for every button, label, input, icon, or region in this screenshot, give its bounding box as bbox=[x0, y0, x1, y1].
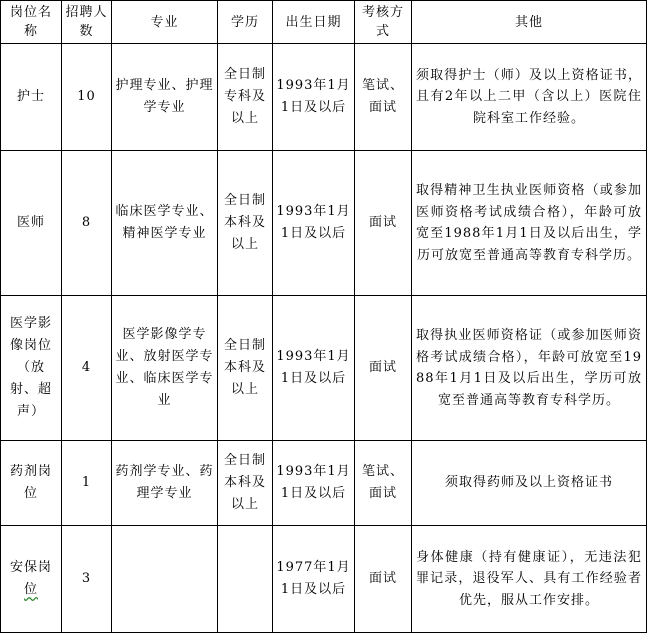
cell-exam: 笔试、面试 bbox=[355, 441, 412, 526]
cell-other: 取得精神卫生执业医师资格（或参加医师资格考试成绩合格），年龄可放宽至1988年1月1日及以后出生，学历可放宽至普通高等教育专科学历。 bbox=[412, 151, 647, 296]
header-count: 招聘人数 bbox=[62, 1, 112, 44]
cell-major bbox=[112, 526, 218, 633]
header-row bbox=[1, 1, 647, 44]
cell-major: 临床医学专业、精神医学专业 bbox=[112, 151, 218, 296]
cell-position: 医学影像岗位（放射、超声） bbox=[1, 296, 62, 441]
cell-other: 须取得药师及以上资格证书 bbox=[412, 441, 647, 526]
cell-birth: 1993年1月1日及以后 bbox=[273, 44, 355, 151]
cell-education: 全日制本科及以上 bbox=[218, 441, 273, 526]
cell-count: 10 bbox=[62, 44, 112, 151]
cell-position-main: 安保岗 bbox=[9, 560, 52, 575]
cell-other: 须取得护士（师）及以上资格证书，且有2年以上二甲（含以上）医院住院科室工作经验。 bbox=[412, 44, 647, 151]
cell-major: 医学影像学专业、放射医学专业、临床医学专业 bbox=[112, 296, 218, 441]
table-row-nurse bbox=[1, 44, 647, 151]
header-education: 学历 bbox=[218, 1, 273, 44]
cell-education: 全日制专科及以上 bbox=[218, 44, 273, 151]
cell-exam: 笔试、面试 bbox=[355, 44, 412, 151]
cell-count: 4 bbox=[62, 296, 112, 441]
cell-exam: 面试 bbox=[355, 526, 412, 633]
cell-birth: 1993年1月1日及以后 bbox=[273, 441, 355, 526]
cell-count: 3 bbox=[62, 526, 112, 633]
cell-education bbox=[218, 526, 273, 633]
header-birth: 出生日期 bbox=[273, 1, 355, 44]
cell-position: 药剂岗位 bbox=[1, 441, 62, 526]
cell-count: 1 bbox=[62, 441, 112, 526]
cell-education: 全日制本科及以上 bbox=[218, 296, 273, 441]
header-major: 专业 bbox=[112, 1, 218, 44]
header-position: 岗位名称 bbox=[1, 1, 62, 44]
cell-exam: 面试 bbox=[355, 296, 412, 441]
table-row-physician bbox=[1, 151, 647, 296]
cell-exam: 面试 bbox=[355, 151, 412, 296]
cell-position bbox=[1, 526, 62, 633]
table-row-imaging bbox=[1, 296, 647, 441]
cell-major: 药剂学专业、药理学专业 bbox=[112, 441, 218, 526]
cell-position-marked: 位 bbox=[23, 582, 38, 597]
cell-birth: 1977年1月1日及以后 bbox=[273, 526, 355, 633]
table-row-security bbox=[1, 526, 647, 633]
cell-birth: 1993年1月1日及以后 bbox=[273, 296, 355, 441]
cell-other: 取得执业医师资格证（或参加医师资格考试成绩合格），年龄可放宽至1988年1月1日及以后出生，学历可放宽至普通高等教育专科学历。 bbox=[412, 296, 647, 441]
header-other: 其他 bbox=[412, 1, 647, 44]
table-row-pharmacy bbox=[1, 441, 647, 526]
cell-count: 8 bbox=[62, 151, 112, 296]
cell-position: 护士 bbox=[1, 44, 62, 151]
cell-education: 全日制本科及以上 bbox=[218, 151, 273, 296]
header-exam: 考核方式 bbox=[355, 1, 412, 44]
cell-position: 医师 bbox=[1, 151, 62, 296]
cell-major: 护理专业、护理学专业 bbox=[112, 44, 218, 151]
cell-birth: 1993年1月1日及以后 bbox=[273, 151, 355, 296]
cell-other: 身体健康（持有健康证），无违法犯罪记录，退役军人、具有工作经验者优先，服从工作安排。 bbox=[412, 526, 647, 633]
